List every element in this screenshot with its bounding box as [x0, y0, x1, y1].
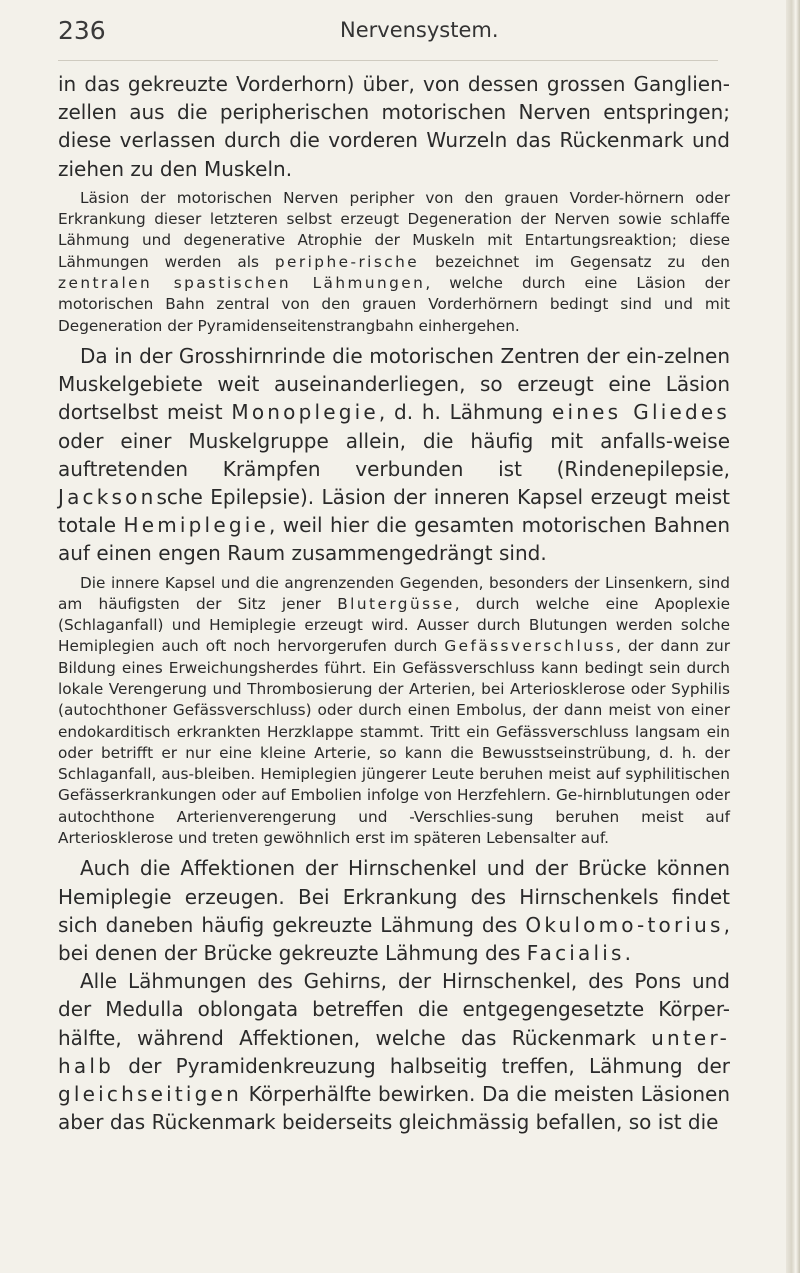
spaced-emphasis: Okulomo-torius — [525, 912, 724, 937]
spaced-emphasis: Jackson — [58, 484, 157, 509]
paragraph: Da in der Grosshirnrinde die motorischen Zentren der ein-zelnen Muskelgebiete weit auseinanderliegen, so erzeugt eine Läsion dortselbst meist Monoplegie, d. h. Lähmung eines Gliedes oder einer Muskelgruppe allein, die häufig mit anfalls-weise auftretenden Krämpfen verbunden ist (Rindenepilepsie, Jacksonsche Epilepsie). Läsion der inneren Kapsel erzeugt meist totale Hemiplegie, weil hier die gesamten motorischen Bahnen auf einen engen Raum zusammengedrängt sind. — [58, 343, 730, 566]
paragraph: Auch die Affektionen der Hirnschenkel und der Brücke können Hemiplegie erzeugen. Bei Erkrankung des Hirnschenkels findet sich daneben häufig gekreuzte Lähmung des Okulomo-torius, bei denen der Brücke gekreuzte Lähmung des Facialis. — [58, 856, 730, 965]
paragraph: in das gekreuzte Vorderhorn) über, von dessen grossen Ganglien-zellen aus die peripherischen motorischen Nerven entspringen; diese verlassen durch die vorderen Wurzeln das Rückenmark und ziehen zu den Muskeln. — [58, 72, 730, 181]
spaced-emphasis: gleichseitigen — [58, 1082, 242, 1106]
page-number: 236 — [58, 16, 106, 45]
spaced-emphasis: Facialis — [526, 940, 625, 965]
paragraph: Alle Lähmungen des Gehirns, der Hirnschenkel, des Pons und der Medulla oblongata betreffen die entgegengesetzte Körper-hälfte, während Affektionen, welche das Rückenmark unter-halb der Pyramidenkreuzung halbseitig treffen, Lähmung der gleichseitigen Körperhälfte bewirken. Da die meisten Läsionen aber das Rückenmark beiderseits gleichmässig befallen, so ist die — [58, 969, 730, 1135]
spaced-emphasis: Hemiplegie — [123, 513, 269, 538]
paragraph-small: Läsion der motorischen Nerven peripher von den grauen Vorder-hörnern oder Erkrankung dieser letzteren selbst erzeugt Degeneration der Nerven sowie schlaffe Lähmung und degenerative Atrophie der Muskeln mit Entartungsreaktion; diese Lähmungen werden als periphe-rische bezeichnet im Gegensatz zu den zentralen spastischen Lähmungen, welche durch eine Läsion der motorischen Bahn zentral von den grauen Vorderhörnern bedingt sind und mit Degeneration der Pyramidenseitenstrangbahn einhergehen. — [58, 188, 730, 335]
spaced-emphasis: zentralen spastischen Lähmungen — [58, 274, 426, 292]
spaced-emphasis: Gefässverschluss — [444, 637, 617, 656]
page-header — [58, 14, 718, 54]
paragraph-small: Die innere Kapsel und die angrenzenden Gegenden, besonders der Linsenkern, sind am häufigsten der Sitz jener Blutergüsse, durch welche eine Apoplexie (Schlaganfall) und Hemiplegie erzeugt wird. Ausser durch Blutungen werden solche Hemiplegien auch oft noch hervorgerufen durch Gefässverschluss, der dann zur Bildung eines Erweichungsherdes führt. Ein Gefässverschluss kann bedingt sein durch lokale Verengerung und Thrombosierung der Arterien, bei Arteriosklerose oder Syphilis (autochthoner Gefässverschluss) oder durch einen Embolus, der dann meist von einer endokarditisch erkrankten Herzklappe stammt. Tritt ein Gefässverschluss langsam ein oder betrifft er nur eine kleine Arterie, so kann die Bewusstseinstrübung, d. h. der Schlaganfall, aus-bleiben. Hemiplegien jüngerer Leute beruhen meist auf syphilitischen Gefässerkrankungen oder auf Embolien infolge von Herzfehlern. Ge-hirnblutungen oder autochthone Arterienverengerung und -Verschlies-sung beruhen meist auf Arteriosklerose und treten gewöhnlich erst im späteren Lebensalter auf. — [58, 573, 730, 848]
running-title: Nervensystem. — [340, 18, 499, 42]
spaced-emphasis: Blutergüsse — [337, 594, 455, 613]
spaced-emphasis: periphe-rische — [274, 252, 420, 271]
body-text — [58, 70, 730, 1136]
page-edge — [786, 0, 800, 1273]
header-rule — [58, 60, 718, 61]
spaced-emphasis: eines Gliedes — [552, 400, 730, 425]
spaced-emphasis: unter-halb — [58, 1025, 730, 1078]
spaced-emphasis: Monoplegie — [231, 400, 379, 425]
